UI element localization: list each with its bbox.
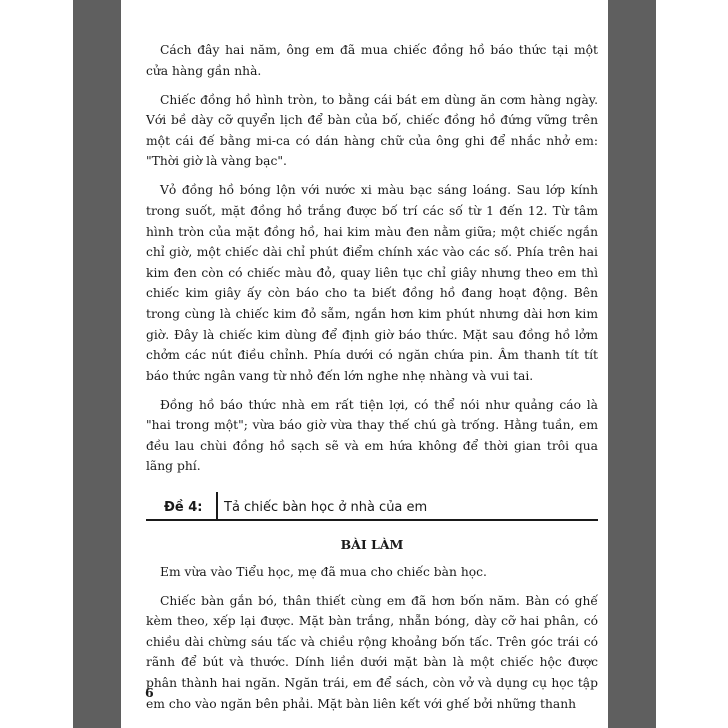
paragraph: Em vừa vào Tiểu học, mẹ đã mua cho chiếc bàn học.: [160, 564, 487, 579]
background-right: [656, 0, 728, 728]
background-left: [0, 0, 73, 728]
gray-border-left: [73, 0, 121, 728]
page-content: [146, 40, 598, 723]
bai-lam-label: BÀI LÀM: [340, 537, 404, 553]
paragraph: Vỏ đồng hồ bóng lộn với nước xi màu bạc sáng loáng. Sau lớp kính trong suốt, mặt đồng hồ trắng được bố trí các số từ 1 đến 12. Từ tâm hình tròn của mặt đồng hồ, hai kim màu đen nằm giữa; một chiếc ngắn chỉ giờ, một chiếc dài chỉ phút điểm chính xác vào các số. Phía trên hai kim đen còn có chiếc màu đỏ, quay liên tục chỉ giây nhưng theo em thì chiếc kim giây ấy còn báo cho ta biết đồng hồ đang hoạt động. Bên trong cùng là chiếc kim đỏ sẫm, ngắn hơn kim phút nhưng dài hơn kim giờ. Đây là chiếc kim dùng để định giờ báo thức. Mặt sau đồng hồ lởm chởm các nút điều chỉnh. Phía dưới có ngăn chứa pin. Âm thanh tít tít báo thức ngân vang từ nhỏ đến lớn nghe nhẹ nhàng và vui tai.: [146, 183, 598, 383]
paragraph: Chiếc đồng hồ hình tròn, to bằng cái bát em dùng ăn cơm hàng ngày. Với bề dày cỡ quyển lịch để bàn của bố, chiếc đồng hồ đứng vững trên một cái đế bằng mi-ca có dán hàng chữ của ông ghi để nhắc nhở em: "Thời giờ là vàng bạc".: [146, 92, 598, 169]
paragraph: Cách đây hai năm, ông em đã mua chiếc đồng hồ báo thức tại một cửa hàng gần nhà.: [146, 43, 598, 78]
paragraph: Chiếc bàn gắn bó, thân thiết cùng em đã hơn bốn năm. Bàn có ghế kèm theo, xếp lại được. Mặt bàn trắng, nhẵn bóng, dày cỡ hai phân, có chiều dài chừng sáu tấc và chiều rộng khoảng bốn tấc. Trên góc trái có rãnh để bút và thước. Dính liền dưới mặt bàn là một chiếc hộc được phân thành hai ngăn. Ngăn trái, em để sách, còn vở và dụng cụ học tập em cho vào ngăn bên phải. Mặt bàn liên kết với ghế bởi những thanh: [146, 593, 598, 711]
paragraph: Đồng hồ báo thức nhà em rất tiện lợi, có thể nói như quảng cáo là "hai trong một"; vừa báo giờ vừa thay thế chú gà trống. Hằng tuần, em đều lau chùi đồng hồ sạch sẽ và em hứa không để thời gian trôi qua lãng phí.: [146, 397, 598, 474]
heading-divider: [216, 492, 218, 519]
exercise-heading: [146, 492, 598, 521]
page-number: 6: [145, 685, 154, 700]
exercise-title: Tả chiếc bàn học ở nhà của em: [224, 500, 428, 516]
book-page: [121, 0, 608, 728]
gray-border-right: [608, 0, 656, 728]
exercise-number: Đề 4:: [164, 500, 203, 516]
